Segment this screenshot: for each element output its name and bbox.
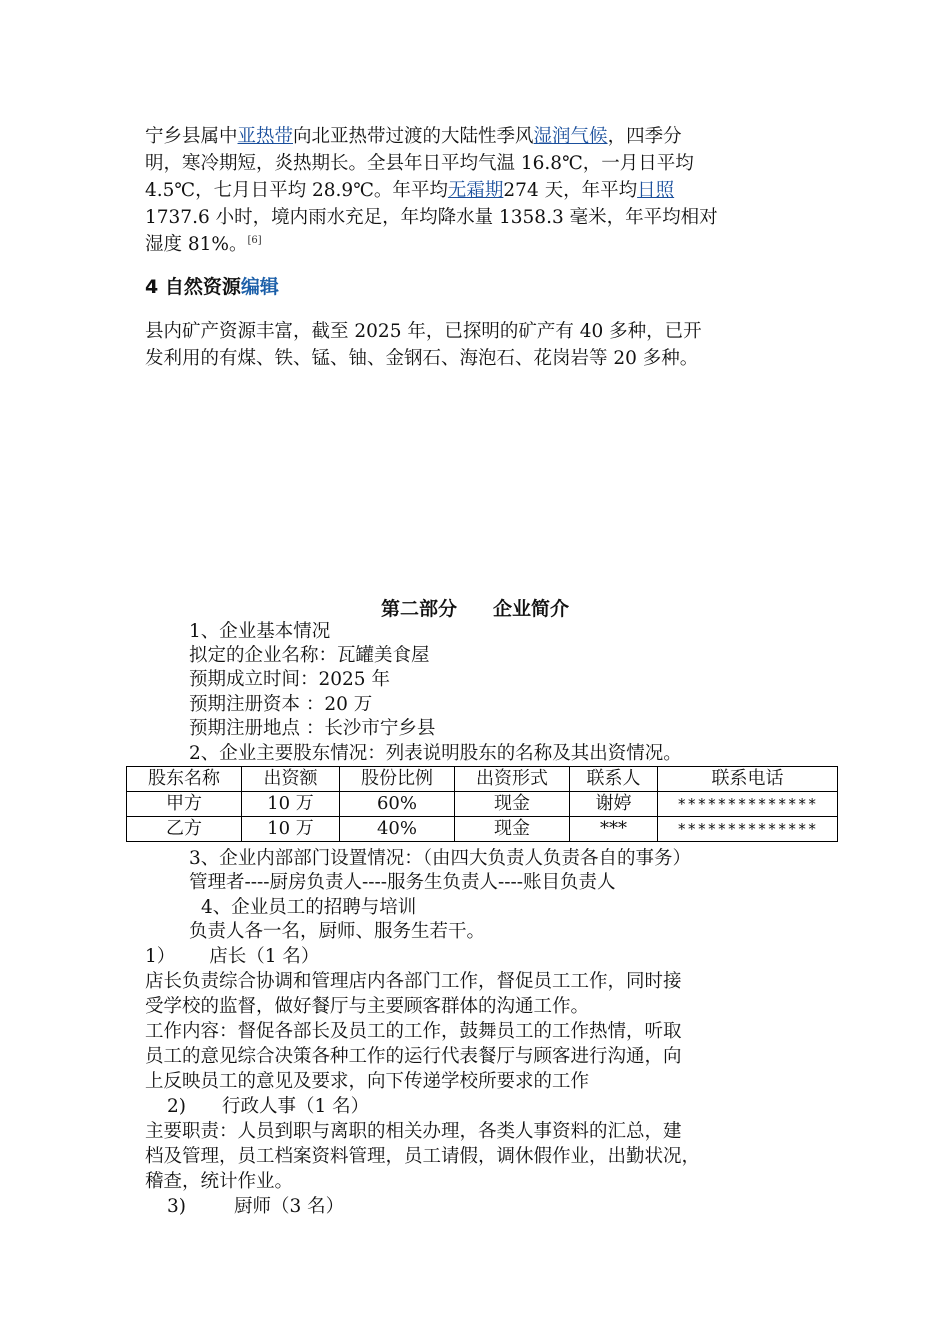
climate-line-5 [145, 231, 810, 258]
table-cell: 60% [340, 792, 455, 817]
table-cell: ************** [658, 817, 838, 842]
chef-item [167, 1194, 344, 1219]
table-header-cell: 联系电话 [658, 767, 838, 792]
admin-desc-2: 档及管理，员工档案资料管理，员工请假，调休假作业，出勤状况， [145, 1146, 701, 1167]
manager-work-1: 工作内容：督促各部长及员工的工作，鼓舞员工的工作热情，听取 [145, 1021, 682, 1042]
manager-desc-2: 受学校的监督，做好餐厅与主要顾客群体的沟通工作。 [145, 996, 590, 1017]
company-name: 拟定的企业名称：瓦罐美食屋 [189, 645, 430, 666]
manager-title: 店长（1 名） [209, 946, 320, 967]
edit-link[interactable]: 编辑 [240, 276, 279, 298]
climate-text: ，四季分 [607, 126, 682, 147]
staff-heading: 4、企业员工的招聘与培训 [201, 897, 417, 918]
table-cell: 乙方 [127, 817, 242, 842]
founding-time: 预期成立时间：2025 年 [189, 669, 390, 690]
table-cell: 谢婷 [570, 792, 658, 817]
registered-location: 预期注册地点 ：长沙市宁乡县 [189, 718, 436, 739]
table-cell: 10 万 [242, 792, 340, 817]
manager-item [145, 944, 319, 969]
table-header-row [127, 767, 838, 792]
part-title-b: 企业简介 [493, 598, 570, 620]
climate-line-3 [145, 177, 810, 204]
table-cell: ************** [658, 792, 838, 817]
list-number: 2) [167, 1096, 186, 1117]
resources-line-2: 发利用的有煤、铁、锰、铀、金钢石、海泡石、花岗岩等 20 多种。 [145, 348, 699, 369]
departments-heading: 3、企业内部部门设置情况：（由四大负责人负责各自的事务） [189, 848, 692, 869]
table-header-cell: 联系人 [570, 767, 658, 792]
table-row [127, 792, 838, 817]
manager-work-3: 上反映员工的意见及要求，向下传递学校所要求的工作 [145, 1071, 590, 1092]
table-cell: 40% [340, 817, 455, 842]
climate-text: 湿度 81%。 [145, 234, 248, 255]
table-cell: *** [570, 817, 658, 842]
table-row [127, 817, 838, 842]
climate-text: 274 天，年平均 [503, 180, 638, 201]
table-header-cell: 出资形式 [455, 767, 570, 792]
section-title: 4 自然资源 [145, 276, 241, 298]
registered-capital: 预期注册资本 ：20 万 [189, 694, 373, 715]
resources-paragraph [145, 318, 810, 372]
table-header-cell: 股东名称 [127, 767, 242, 792]
link-humid-climate[interactable]: 湿润气候 [533, 126, 608, 147]
part-title-a: 第二部分 [380, 598, 457, 620]
departments-chain: 管理者----厨房负责人----服务生负责人----账目负责人 [189, 872, 616, 893]
part-title [0, 594, 950, 621]
climate-text: 向北亚热带过渡的大陆性季风 [293, 126, 534, 147]
climate-line-2: 明，寒冷期短，炎热期长。全县年日平均气温 16.8℃，一月日平均 [145, 153, 694, 174]
basic-heading: 1、企业基本情况 [189, 621, 331, 642]
admin-item [167, 1094, 369, 1119]
table-cell: 现金 [455, 792, 570, 817]
admin-desc-3: 稽查，统计作业。 [145, 1171, 294, 1192]
manager-desc-1: 店长负责综合协调和管理店内各部门工作，督促员工工作，同时接 [145, 971, 682, 992]
climate-text: 4.5℃，七月日平均 28.9℃。年平均 [145, 180, 448, 201]
list-number: 3) [167, 1196, 186, 1217]
manager-work-2: 员工的意见综合决策各种工作的运行代表餐厅与顾客进行沟通，向 [145, 1046, 682, 1067]
shareholders-heading: 2、企业主要股东情况：列表说明股东的名称及其出资情况。 [189, 743, 682, 764]
climate-text: 宁乡县属中 [145, 126, 238, 147]
table-header-cell: 股份比例 [340, 767, 455, 792]
staff-summary: 负责人各一名，厨师、服务生若干。 [189, 921, 486, 942]
admin-desc-1: 主要职责：人员到职与离职的相关办理，各类人事资料的汇总，建 [145, 1121, 682, 1142]
shareholder-table [126, 766, 838, 842]
chef-title: 厨师（3 名） [234, 1196, 345, 1217]
table-cell: 甲方 [127, 792, 242, 817]
link-frost-free[interactable]: 无霜期 [447, 180, 504, 201]
list-number: 1） [145, 946, 176, 967]
climate-line-4: 1737.6 小时，境内雨水充足，年均降水量 1358.3 毫米，年平均相对 [145, 207, 718, 228]
table-cell: 现金 [455, 817, 570, 842]
reference-marker[interactable]: [6] [247, 234, 262, 246]
table-header-cell: 出资额 [242, 767, 340, 792]
table-cell: 10 万 [242, 817, 340, 842]
admin-title: 行政人事（1 名） [222, 1096, 370, 1117]
resources-line-1: 县内矿产资源丰富，截至 2025 年，已探明的矿产有 40 多种，已开 [145, 321, 702, 342]
link-subtropic[interactable]: 亚热带 [237, 126, 294, 147]
climate-line-1 [145, 123, 810, 150]
link-sunshine[interactable]: 日照 [637, 180, 675, 201]
section-heading [145, 272, 279, 299]
climate-paragraph [145, 123, 810, 258]
